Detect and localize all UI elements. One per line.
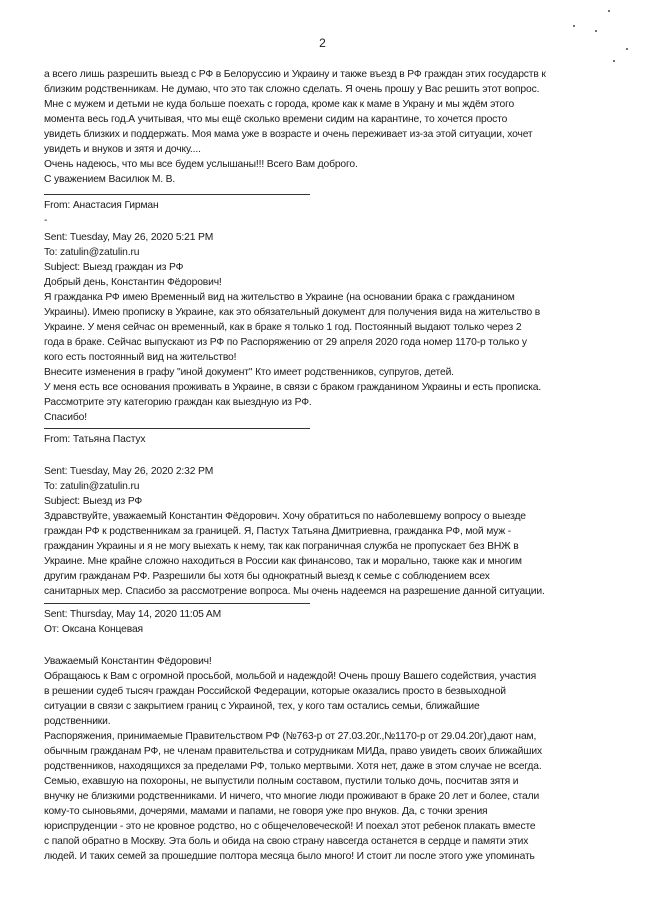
scan-speck	[608, 10, 610, 12]
letter-continuation	[44, 67, 614, 187]
text-line: обычным гражданам РФ, не членам правительства и сотрудникам МИДа, право увидеть своих ближайших	[44, 746, 542, 757]
text-line: граждан РФ к родственникам за границей. Я, Пастух Татьяна Дмитриевна, гражданка РФ, мой муж -	[44, 526, 512, 537]
text-line: юриспруденции - это не кровное родство, но с общечеловеческой! И поехал этот ребенок плакать вместе	[44, 821, 536, 832]
text-line: года в браке. Сейчас выпускают из РФ по Распоряжению от 29 апреля 2020 года номер 1170-р только у	[44, 337, 527, 348]
text-line: Я гражданка РФ имею Временный вид на жительство в Украине (на основании брака с гражданином	[44, 292, 515, 303]
separator-line	[44, 428, 310, 429]
text-line: Семью, ехавшую на похороны, не выпустили полным составом, пустили только дочь, посчитав зятя и	[44, 776, 519, 787]
text-line: людей. И таких семей за прошедшие полтора месяца было много! И стоит ли после этого уже упоминать	[44, 851, 535, 862]
signature: С уважением Василюк М. В.	[44, 174, 176, 185]
text-line: близким родственникам. Не думаю, что это так сложно сделать. Я очень прошу у Вас решить этот вопрос.	[44, 84, 540, 95]
text-line: Рассмотрите эту категорию граждан как выездную из РФ.	[44, 397, 312, 408]
text-line: момента весь год.А учитывая, что мы ещё сколько времени сидим на карантине, то хочется просто	[44, 114, 508, 125]
text-line: Уважаемый Константин Фёдорович!	[44, 656, 212, 667]
email-subject: Subject: Выезд из РФ	[44, 496, 143, 507]
email-to: To: zatulin@zatulin.ru	[44, 247, 140, 258]
text-line: Украине. У меня сейчас он временный, как в браке я только 1 год. Постоянный выдают только через 2	[44, 322, 522, 333]
scan-speck	[626, 48, 628, 50]
text-line: увидеть близких и поддержать. Моя мама уже в возрасте и очень переживает из-за этой ситуации, хочет	[44, 129, 533, 140]
page-number: 2	[319, 36, 326, 50]
text-line: Внесите изменения в графу "иной документ" Кто имеет родственников, супругов, детей.	[44, 367, 454, 378]
text-line: другим гражданам РФ. Разрешили бы хотя бы однократный выезд к семье с соблюдением всех	[44, 571, 490, 582]
text-line: кому-то сыновьями, дочерями, мамами и папами, не говоря уже про внуков. Да, с точки зрения	[44, 806, 488, 817]
text-line: Спасибо!	[44, 412, 87, 423]
spacer	[44, 447, 614, 462]
text-line: гражданин Украины и я не могу выехать к нему, так как пограничная служба не пропускает без ВНЖ в	[44, 541, 519, 552]
text-line: в решении судеб тысяч граждан Российской Федерации, которые оказались просто в безвыходной	[44, 686, 506, 697]
text-line: Распоряжения, принимаемые Правительством РФ (№763-р от 27.03.20г.,№1170-р от 29.04.20г),дают нам,	[44, 731, 537, 742]
scan-speck	[613, 60, 615, 62]
text-line: Добрый день, Константин Фёдорович!	[44, 277, 222, 288]
email-to: To: zatulin@zatulin.ru	[44, 481, 140, 492]
text-line: а всего лишь разрешить выезд с РФ в Белоруссию и Украину и также въезд в РФ граждан этих государств к	[44, 69, 546, 80]
text-line: внучку не близкими родственниками. И ничего, что многие люди проживают в браке 20 лет и более, стали	[44, 791, 540, 802]
email-kontsevaya	[44, 607, 614, 864]
email-from: От: Оксана Концевая	[44, 624, 143, 635]
text-line: санитарных мер. Спасибо за рассмотрение вопроса. Мы очень надеемся на разрешение данной ситуации.	[44, 586, 545, 597]
email-subject: Subject: Выезд граждан из РФ	[44, 262, 184, 273]
text-line: родственников, находящихся за пределами РФ, только мертвыми. Хотя нет, даже в этом случае не всегда.	[44, 761, 542, 772]
text-line: Мне с мужем и детьми не куда больше поехать с города, кроме как к маме в Украну и мы ждём этого	[44, 99, 515, 110]
separator-line	[44, 194, 310, 195]
email-sent: Sent: Thursday, May 14, 2020 11:05 AM	[44, 609, 222, 620]
text-line: увидеть и внуков и зятя и дочку....	[44, 144, 201, 155]
email-sent: Sent: Tuesday, May 26, 2020 5:21 PM	[44, 232, 214, 243]
email-from: From: Татьяна Пастух	[44, 434, 146, 445]
text-line: родственники.	[44, 716, 111, 727]
scan-speck	[595, 30, 597, 32]
email-sent: Sent: Tuesday, May 26, 2020 2:32 PM	[44, 466, 214, 477]
text-line: Здравствуйте, уважаемый Константин Фёдорович. Хочу обратиться по наболевшему вопросу о выезде	[44, 511, 526, 522]
text-line: Очень надеюсь, что мы все будем услышаны!!! Всего Вам доброго.	[44, 159, 358, 170]
text-line: Украины). Имею прописку в Украине, как это обязательный документ для получения вида на жительство в	[44, 307, 541, 318]
text-line: ситуации в связи с закрытием границ с Украиной, тех, у кого там остались семьи, ближайшие	[44, 701, 480, 712]
text-line: кого есть постоянный вид на жительство!	[44, 352, 237, 363]
email-girman	[44, 198, 614, 425]
dash: -	[44, 215, 48, 226]
text-line: Обращаюсь к Вам с огромной просьбой, мольбой и надеждой! Очень прошу Вашего содействия, участия	[44, 671, 537, 682]
text-line: Украине. Мне крайне сложно находиться в России как финансово, так и морально, также как и многим	[44, 556, 522, 567]
scan-speck	[573, 25, 575, 27]
email-pastukh	[44, 432, 614, 599]
separator-line	[44, 603, 310, 604]
text-line: с папой обратно в Москву. Эта боль и обида на свою страну навсегда останется в сердце и памяти этих	[44, 836, 529, 847]
email-from: From: Анастасия Гирман	[44, 200, 159, 211]
spacer	[44, 637, 614, 652]
text-line: У меня есть все основания проживать в Украине, в связи с браком гражданином Украины и есть прописка.	[44, 382, 542, 393]
